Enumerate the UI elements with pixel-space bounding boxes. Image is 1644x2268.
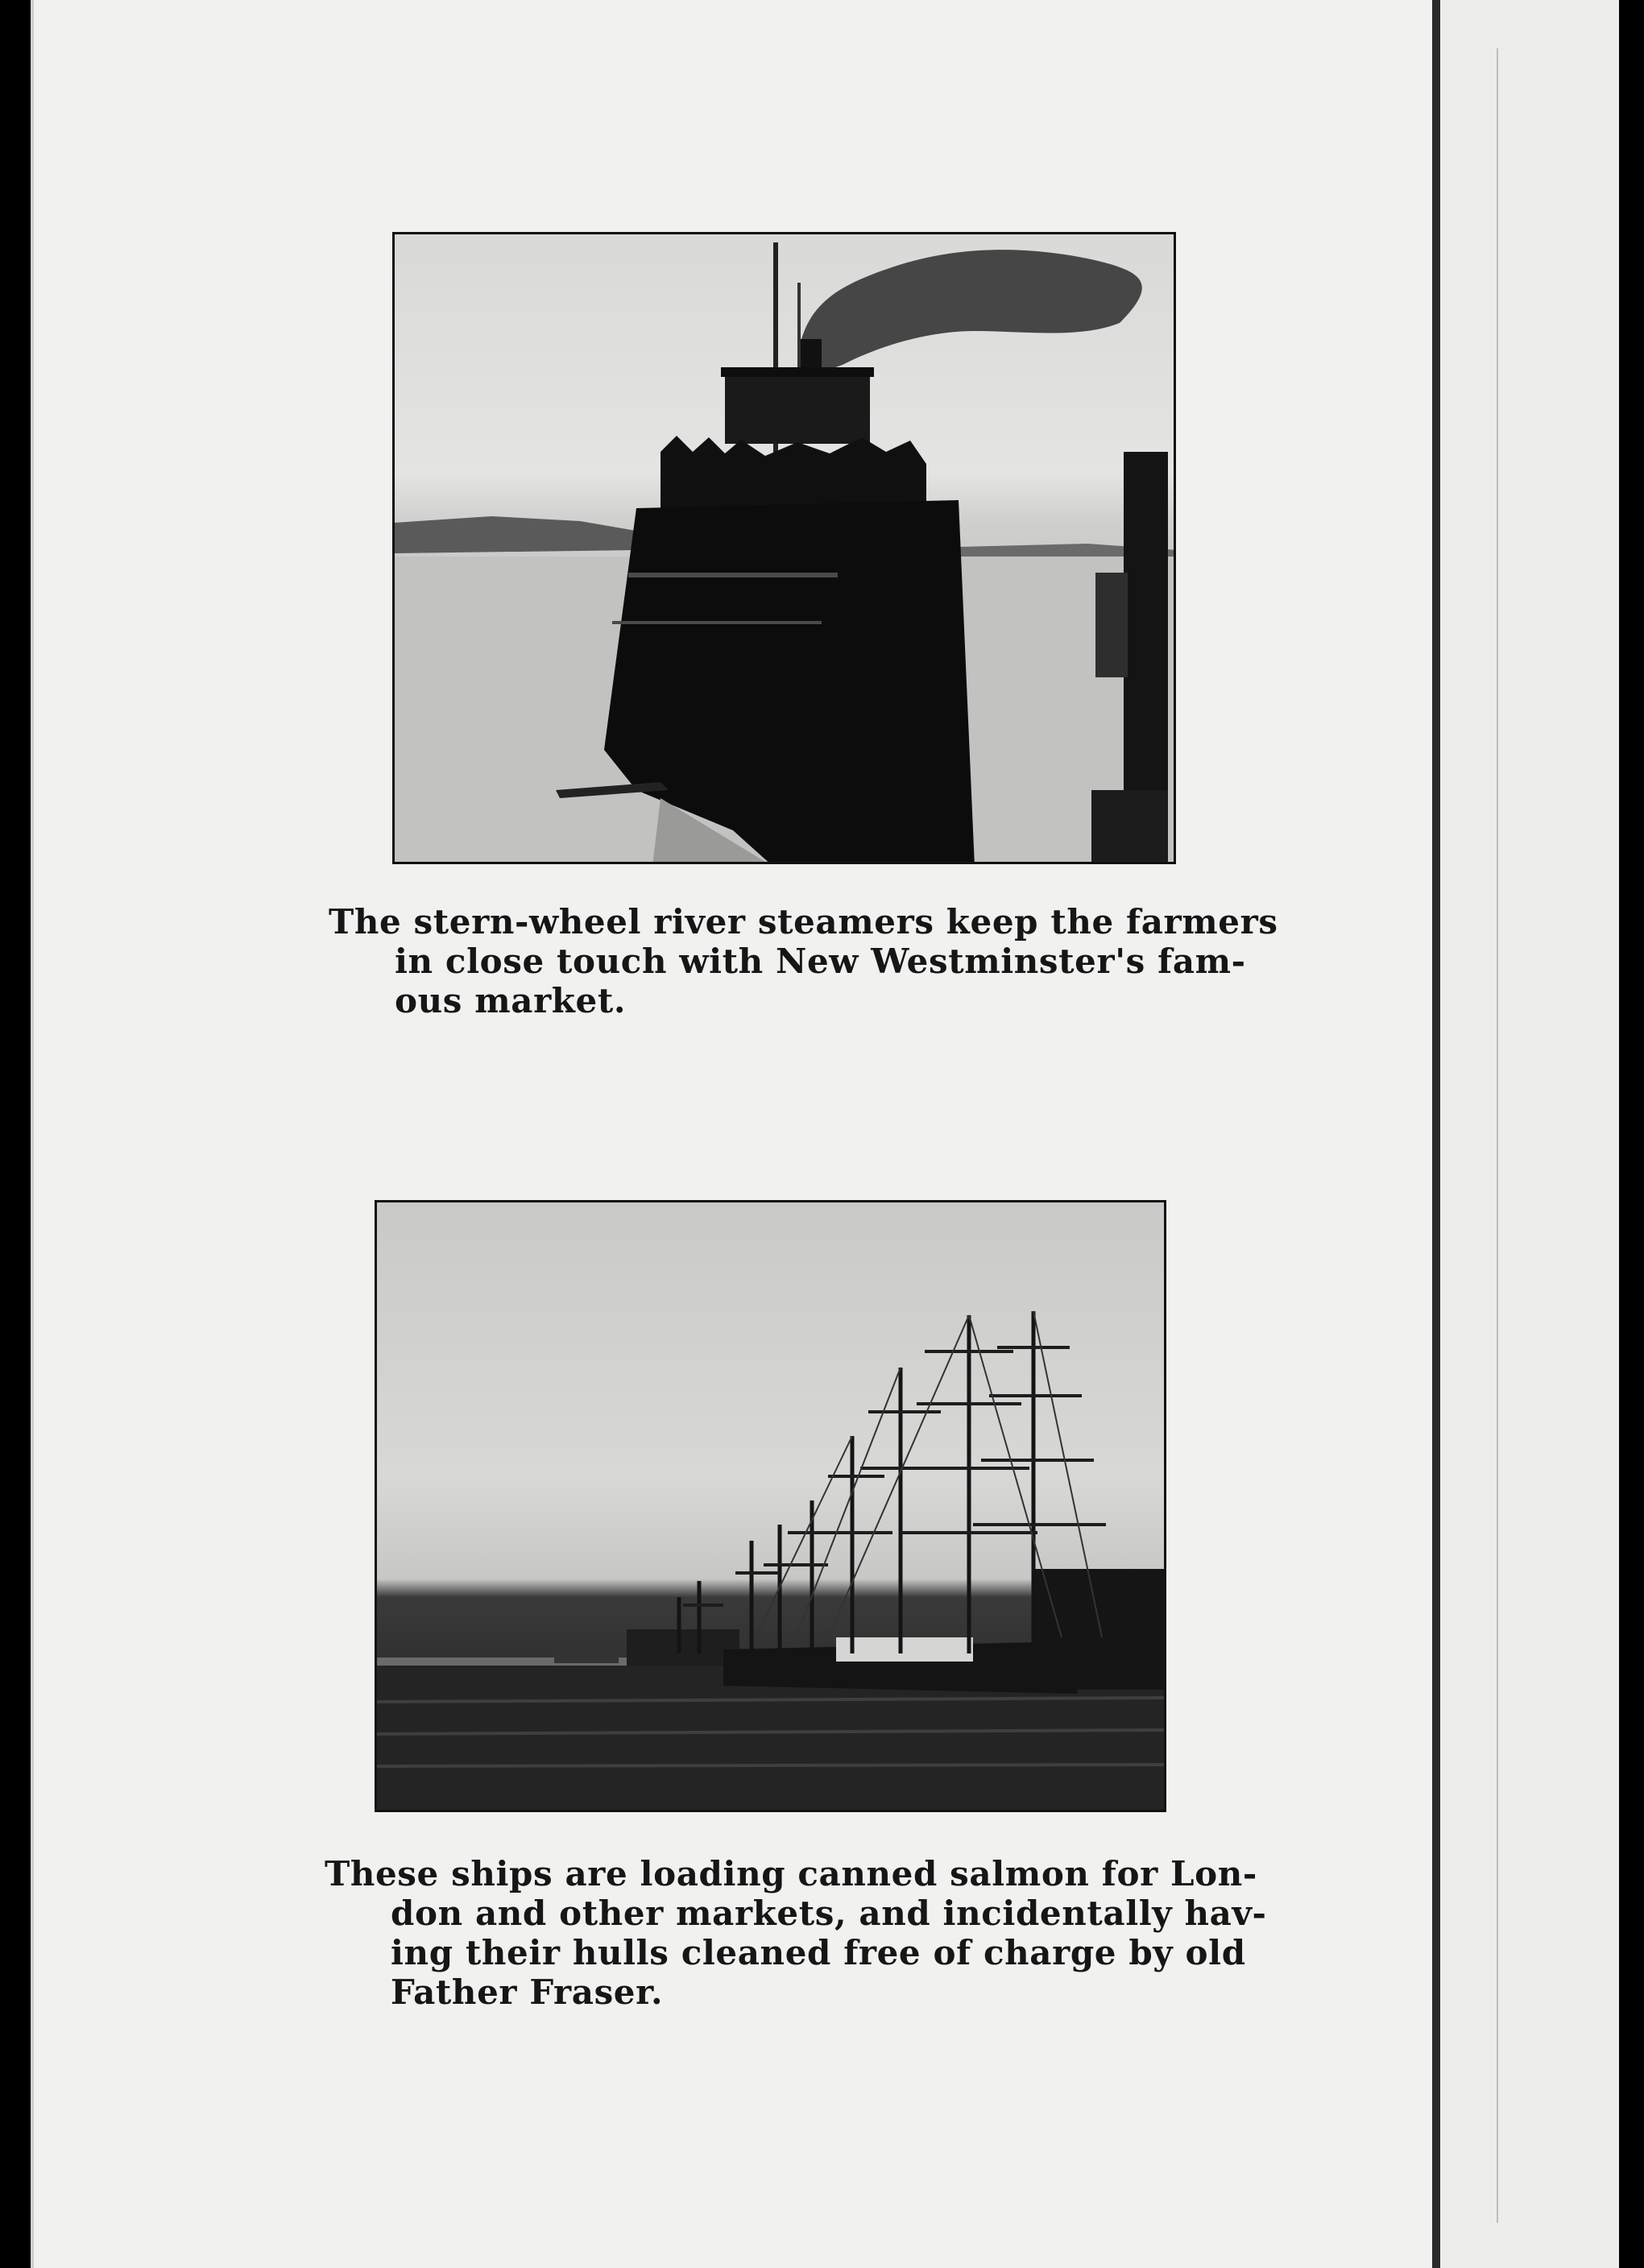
caption-line: don and other markets, and incidentally hav- [391, 1893, 1267, 1933]
caption-line: in close touch with New Westminster's fam- [395, 942, 1246, 981]
page-gutter [1432, 0, 1440, 2268]
steamer-caption [329, 902, 1278, 1020]
caption-line: The stern-wheel river steamers keep the farmers [329, 902, 1278, 942]
adjacent-page-edge [1440, 0, 1619, 2268]
caption-line: These ships are loading canned salmon for Lon- [325, 1854, 1257, 1893]
sailing-ships-illustration [377, 1202, 1166, 1812]
caption-line: ing their hulls cleaned free of charge by old [391, 1933, 1246, 1972]
page-crease [1497, 48, 1498, 2223]
ships-caption [325, 1854, 1267, 2012]
book-page [31, 0, 1439, 2268]
steamer-photo [392, 232, 1176, 864]
sailing-ships-photo [375, 1200, 1166, 1812]
steamer-illustration [395, 234, 1176, 864]
caption-line: Father Fraser. [391, 1972, 664, 2012]
caption-line: ous market. [395, 981, 627, 1020]
